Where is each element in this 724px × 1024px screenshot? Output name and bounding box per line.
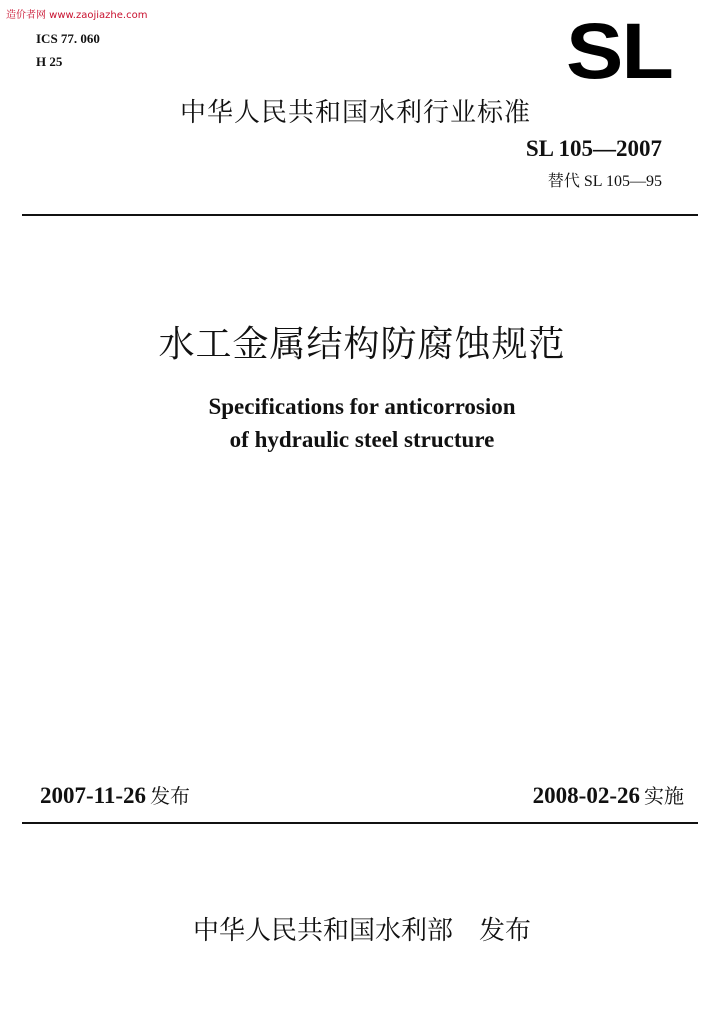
replaces-note: 替代 SL 105—95 [547, 173, 662, 190]
issue-date [40, 780, 190, 809]
implementation-date-value: 2008-02-26 [532, 783, 640, 808]
document-title-chinese: 水工金属结构防腐蚀规范 [158, 324, 566, 365]
document-title-english [0, 390, 724, 456]
issue-date-label: 发布 [150, 784, 191, 808]
watermark-text: 造价者网 www.zaojiazhe.com [6, 10, 148, 21]
implementation-date [533, 780, 684, 809]
publisher-action: 发布 [479, 916, 532, 946]
classification-codes [36, 27, 100, 73]
sl-logo: SL [566, 7, 672, 96]
publisher-name: 中华人民共和国水利部 [192, 916, 453, 946]
standard-type-heading: 中华人民共和国水利行业标准 [180, 98, 532, 128]
publisher-line [0, 910, 724, 947]
title-english-line-2: of hydraulic steel structure [229, 427, 495, 452]
ics-code: ICS 77. 060 [36, 31, 100, 46]
top-divider [22, 214, 698, 216]
bottom-divider [22, 822, 698, 824]
category-code: H 25 [36, 54, 63, 69]
standard-number: SL 105—2007 [525, 136, 662, 161]
issue-date-value: 2007-11-26 [40, 783, 147, 808]
title-english-line-1: Specifications for anticorrosion [208, 394, 516, 419]
implementation-date-label: 实施 [644, 784, 684, 808]
